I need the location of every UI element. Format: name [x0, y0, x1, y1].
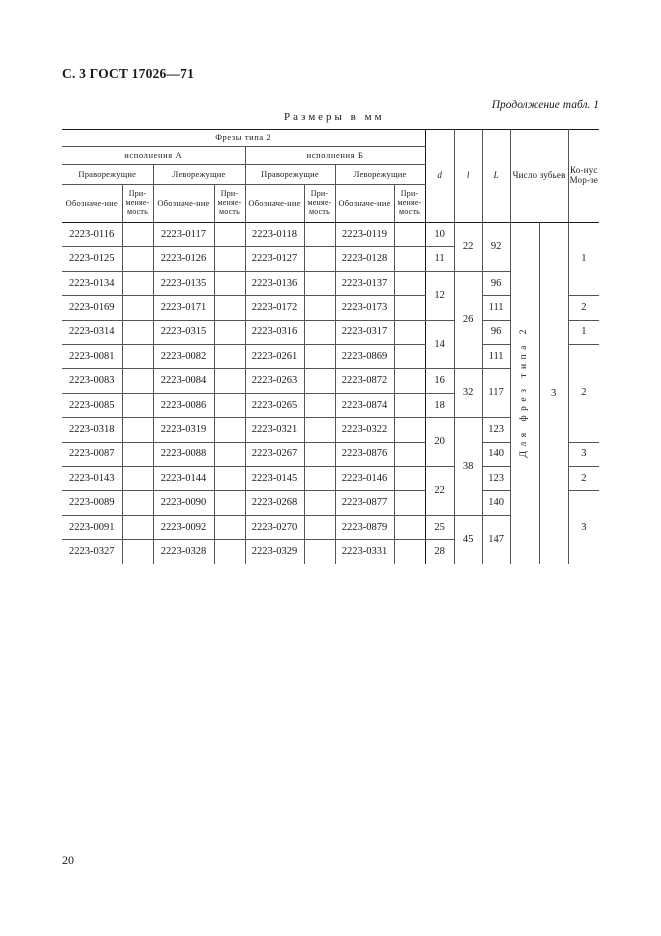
- applicability-cell: [214, 491, 245, 515]
- applicability-cell: [304, 296, 335, 320]
- applicability-header: При-меняе-мость: [214, 185, 245, 223]
- designation-cell: 2223-0328: [153, 540, 214, 564]
- d-cell: 14: [425, 320, 454, 369]
- designation-cell: 2223-0087: [62, 442, 122, 466]
- d-cell: 22: [425, 466, 454, 515]
- l-cell: 38: [454, 418, 482, 516]
- designation-cell: 2223-0169: [62, 296, 122, 320]
- designation-cell: 2223-0173: [335, 296, 394, 320]
- cone-cell: 3: [581, 521, 587, 533]
- L-cell: 111: [482, 296, 510, 320]
- col-header-l: l: [454, 130, 482, 223]
- designation-cell: 2223-0263: [245, 369, 304, 393]
- applicability-cell: [304, 491, 335, 515]
- d-cell: 28: [425, 540, 454, 564]
- applicability-cell: [122, 442, 153, 466]
- applicability-cell: [304, 515, 335, 539]
- designation-cell: 2223-0869: [335, 344, 394, 368]
- applicability-cell: [214, 247, 245, 271]
- applicability-cell: [304, 393, 335, 417]
- applicability-cell: [214, 515, 245, 539]
- cone-cell: 1: [568, 223, 599, 296]
- designation-cell: 2223-0137: [335, 271, 394, 295]
- L-cell: 92: [482, 223, 510, 272]
- designation-cell: 2223-0085: [62, 393, 122, 417]
- document-header: С. 3 ГОСТ 17026—71: [62, 66, 195, 81]
- L-cell: 123: [482, 466, 510, 490]
- designation-cell: 2223-0144: [153, 466, 214, 490]
- applicability-cell: [394, 491, 425, 515]
- applicability-cell: [394, 247, 425, 271]
- variant-a-header: исполнения А: [62, 147, 245, 165]
- applicability-cell: [304, 466, 335, 490]
- d-cell: 10: [425, 223, 454, 247]
- designation-cell: 2223-0091: [62, 515, 122, 539]
- L-cell: 117: [482, 369, 510, 418]
- dimensions-note: Размеры в мм: [284, 111, 385, 123]
- L-cell: 140: [482, 491, 510, 515]
- side-note-cell: [510, 223, 539, 564]
- designation-cell: 2223-0082: [153, 344, 214, 368]
- designation-cell: 2223-0084: [153, 369, 214, 393]
- table-continuation-note: Продолжение табл. 1: [491, 99, 599, 111]
- d-cell: 11: [425, 247, 454, 271]
- designation-cell: 2223-0083: [62, 369, 122, 393]
- designation-cell: 2223-0089: [62, 491, 122, 515]
- designation-cell: 2223-0117: [153, 223, 214, 247]
- designation-cell: 2223-0136: [245, 271, 304, 295]
- l-cell: 26: [454, 271, 482, 369]
- cone-cell: 2: [568, 344, 599, 442]
- cone-cell: 2: [568, 466, 599, 490]
- designation-header: Обозначе-ние: [153, 185, 214, 223]
- applicability-cell: [304, 271, 335, 295]
- designation-cell: 2223-0128: [335, 247, 394, 271]
- applicability-cell: [122, 344, 153, 368]
- designation-cell: 2223-0265: [245, 393, 304, 417]
- applicability-header: При-меняе-мость: [394, 185, 425, 223]
- applicability-cell: [122, 296, 153, 320]
- d-cell: 12: [425, 271, 454, 320]
- applicability-cell: [122, 369, 153, 393]
- designation-cell: 2223-0126: [153, 247, 214, 271]
- designation-header: Обозначе-ние: [62, 185, 122, 223]
- designation-cell: 2223-0329: [245, 540, 304, 564]
- designation-cell: 2223-0090: [153, 491, 214, 515]
- cone-cell: 2: [568, 296, 599, 320]
- l-cell: 32: [454, 369, 482, 418]
- designation-cell: 2223-0316: [245, 320, 304, 344]
- designation-cell: 2223-0092: [153, 515, 214, 539]
- left-hand-b-header: Леворежущие: [335, 165, 425, 185]
- col-header-cone: Ко-нус Мор-зе: [568, 130, 599, 223]
- designation-cell: 2223-0086: [153, 393, 214, 417]
- col-header-L: L: [482, 130, 510, 223]
- applicability-cell: [122, 271, 153, 295]
- side-note-label: Для фрез типа 2: [519, 325, 530, 458]
- applicability-cell: [214, 393, 245, 417]
- designation-cell: 2223-0134: [62, 271, 122, 295]
- applicability-cell: [214, 344, 245, 368]
- cone-cell: 3: [568, 442, 599, 466]
- designation-cell: 2223-0172: [245, 296, 304, 320]
- designation-cell: 2223-0267: [245, 442, 304, 466]
- applicability-cell: [122, 466, 153, 490]
- designation-cell: 2223-0261: [245, 344, 304, 368]
- applicability-cell: [304, 320, 335, 344]
- L-cell: 96: [482, 320, 510, 344]
- applicability-cell: [122, 515, 153, 539]
- applicability-cell: [122, 491, 153, 515]
- designation-cell: 2223-0143: [62, 466, 122, 490]
- applicability-cell: [304, 369, 335, 393]
- applicability-cell: [214, 320, 245, 344]
- applicability-cell: [394, 442, 425, 466]
- applicability-cell: [214, 540, 245, 564]
- designation-cell: 2223-0331: [335, 540, 394, 564]
- designation-cell: 2223-0321: [245, 418, 304, 442]
- applicability-cell: [394, 296, 425, 320]
- d-cell: 16: [425, 369, 454, 393]
- applicability-cell: [394, 320, 425, 344]
- designation-cell: 2223-0317: [335, 320, 394, 344]
- applicability-cell: [214, 223, 245, 247]
- designation-cell: 2223-0119: [335, 223, 394, 247]
- applicability-header: При-меняе-мость: [122, 185, 153, 223]
- d-cell: 20: [425, 418, 454, 467]
- page-number: 20: [62, 853, 74, 867]
- applicability-cell: [122, 540, 153, 564]
- cutters-table: [62, 129, 599, 564]
- applicability-cell: [394, 393, 425, 417]
- designation-cell: 2223-0270: [245, 515, 304, 539]
- designation-header: Обозначе-ние: [335, 185, 394, 223]
- designation-cell: 2223-0879: [335, 515, 394, 539]
- applicability-cell: [122, 393, 153, 417]
- designation-cell: 2223-0877: [335, 491, 394, 515]
- applicability-cell: [394, 418, 425, 442]
- designation-cell: 2223-0322: [335, 418, 394, 442]
- designation-cell: 2223-0268: [245, 491, 304, 515]
- col-header-d: d: [425, 130, 454, 223]
- designation-header: Обозначе-ние: [245, 185, 304, 223]
- applicability-cell: [394, 271, 425, 295]
- designation-cell: 2223-0125: [62, 247, 122, 271]
- L-cell: 140: [482, 442, 510, 466]
- designation-cell: 2223-0135: [153, 271, 214, 295]
- designation-cell: 2223-0318: [62, 418, 122, 442]
- right-hand-a-header: Праворежущие: [62, 165, 153, 185]
- designation-cell: 2223-0876: [335, 442, 394, 466]
- applicability-cell: [122, 247, 153, 271]
- applicability-cell: [214, 418, 245, 442]
- applicability-cell: [214, 442, 245, 466]
- applicability-cell: [394, 344, 425, 368]
- applicability-cell: [394, 466, 425, 490]
- l-cell: 45: [454, 515, 482, 564]
- variant-b-header: исполнения Б: [245, 147, 425, 165]
- L-cell: 111: [482, 344, 510, 368]
- applicability-cell: [122, 320, 153, 344]
- l-cell: 22: [454, 223, 482, 272]
- applicability-cell: [122, 418, 153, 442]
- designation-cell: 2223-0327: [62, 540, 122, 564]
- col-header-teeth: Число зубьев: [510, 130, 568, 223]
- applicability-cell: [304, 418, 335, 442]
- applicability-cell: [122, 223, 153, 247]
- designation-cell: 2223-0171: [153, 296, 214, 320]
- applicability-cell: [304, 540, 335, 564]
- right-hand-b-header: Праворежущие: [245, 165, 335, 185]
- applicability-cell: [394, 515, 425, 539]
- designation-cell: 2223-0146: [335, 466, 394, 490]
- designation-cell: 2223-0874: [335, 393, 394, 417]
- applicability-cell: [214, 296, 245, 320]
- applicability-cell: [214, 466, 245, 490]
- designation-cell: 2223-0319: [153, 418, 214, 442]
- designation-cell: 2223-0145: [245, 466, 304, 490]
- designation-cell: 2223-0314: [62, 320, 122, 344]
- L-cell: 147: [482, 515, 510, 564]
- applicability-cell: [304, 442, 335, 466]
- applicability-cell: [394, 369, 425, 393]
- L-cell: 96: [482, 271, 510, 295]
- left-hand-a-header: Леворежущие: [153, 165, 245, 185]
- applicability-cell: [304, 223, 335, 247]
- designation-cell: 2223-0315: [153, 320, 214, 344]
- teeth-cell: 3: [539, 223, 568, 564]
- applicability-cell: [214, 369, 245, 393]
- applicability-cell: [214, 271, 245, 295]
- d-cell: 18: [425, 393, 454, 417]
- designation-cell: 2223-0088: [153, 442, 214, 466]
- designation-cell: 2223-0116: [62, 223, 122, 247]
- designation-cell: 2223-0872: [335, 369, 394, 393]
- applicability-cell: [304, 247, 335, 271]
- L-cell: 123: [482, 418, 510, 442]
- designation-cell: 2223-0081: [62, 344, 122, 368]
- cone-cell: 1: [568, 320, 599, 344]
- applicability-header: При-меняе-мость: [304, 185, 335, 223]
- applicability-cell: [394, 223, 425, 247]
- applicability-cell: [394, 540, 425, 564]
- group-title: Фрезы типа 2: [62, 130, 425, 147]
- designation-cell: 2223-0118: [245, 223, 304, 247]
- designation-cell: 2223-0127: [245, 247, 304, 271]
- d-cell: 25: [425, 515, 454, 539]
- applicability-cell: [304, 344, 335, 368]
